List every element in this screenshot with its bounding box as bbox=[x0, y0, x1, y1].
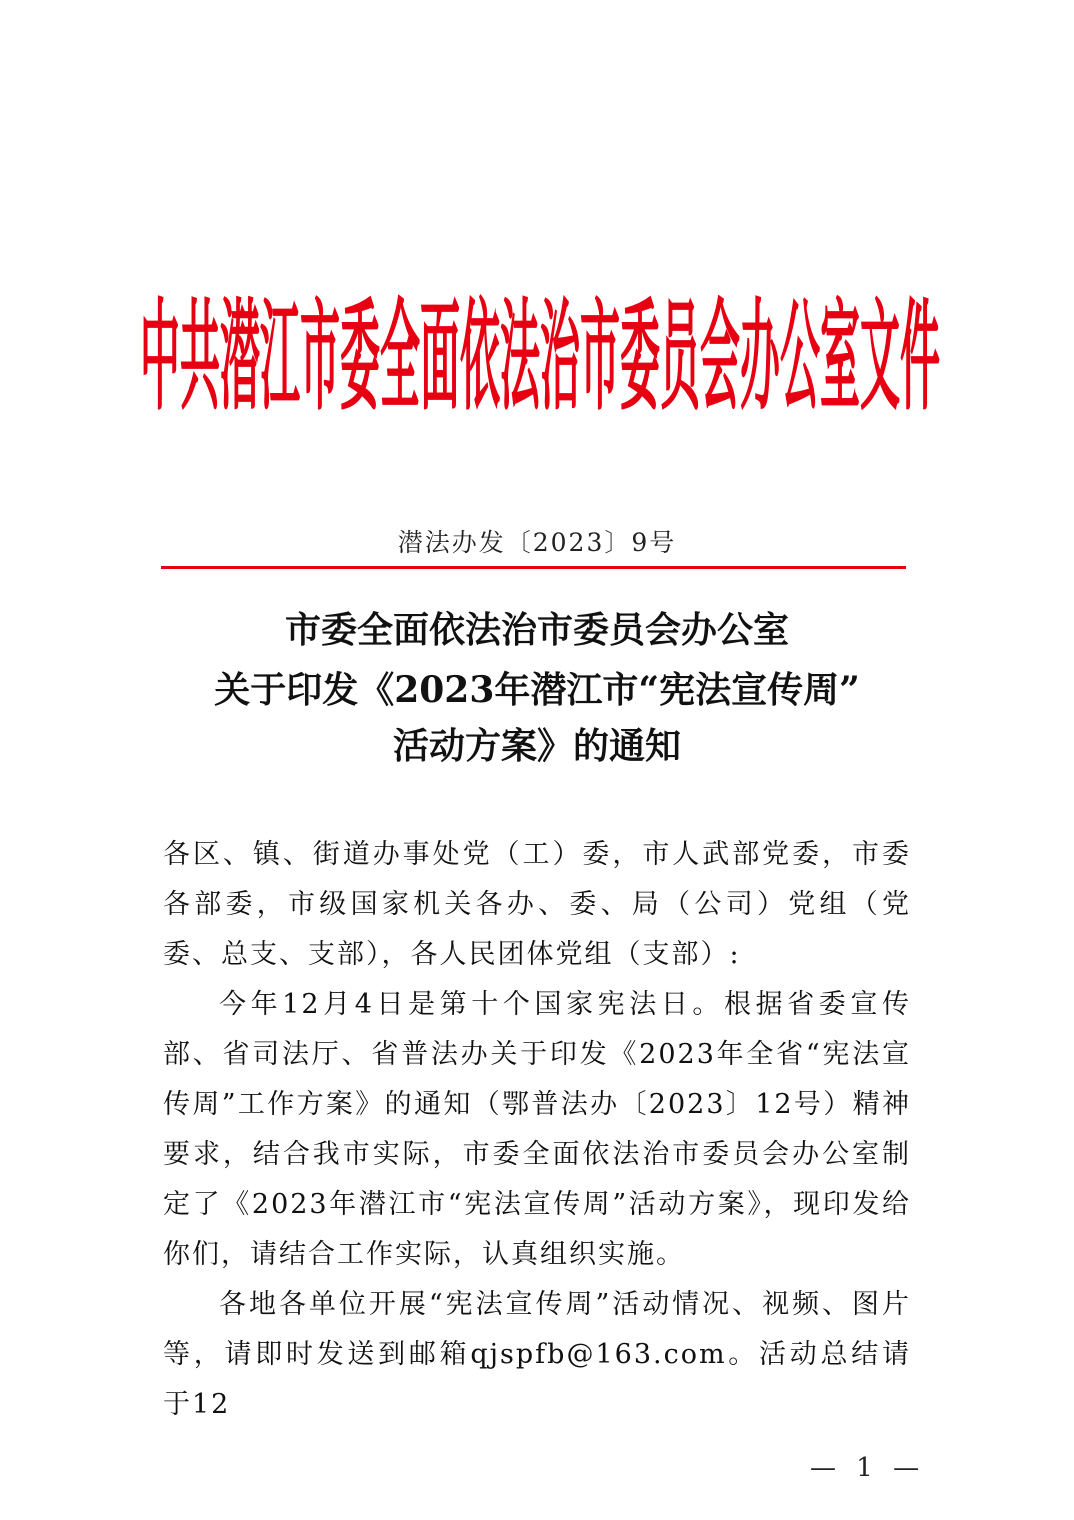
body-paragraph-1: 今年12月4日是第十个国家宪法日。根据省委宣传部、省司法厅、省普法办关于印发《2023年全省“宪法宣传周”工作方案》的通知（鄂普法办〔2023〕12号）精神要求，结合我市实际，市委全面依法治市委员会办公室制定了《2023年潜江市“宪法宣传周”活动方案》，现印发给你们，请结合工作实际，认真组织实施。 bbox=[163, 989, 911, 1270]
document-masthead bbox=[140, 278, 940, 428]
document-number: 潜法办发〔2023〕9号 bbox=[397, 528, 677, 557]
notice-title-line-2: 关于印发《2023年潜江市“宪法宣传周” bbox=[214, 669, 860, 711]
notice-title-line-1: 市委全面依法治市委员会办公室 bbox=[284, 609, 789, 651]
masthead-title: 中共潜江市委全面依法治市委员会办公室文件 bbox=[140, 289, 940, 428]
red-divider-line bbox=[161, 566, 906, 569]
addressee-paragraph: 各区、镇、街道办事处党（工）委，市人武部党委，市委各部委，市级国家机关各办、委、局（公司）党组（党委、总支、支部），各人民团体党组（支部）: bbox=[163, 839, 911, 970]
page-number: — 1 — bbox=[810, 1453, 926, 1483]
body-paragraph-2: 各地各单位开展“宪法宣传周”活动情况、视频、图片等，请即时发送到邮箱qjspfb@163.com。活动总结请于12 bbox=[163, 1289, 911, 1420]
notice-body bbox=[163, 830, 911, 1430]
notice-title-line-3: 活动方案》的通知 bbox=[392, 725, 681, 767]
